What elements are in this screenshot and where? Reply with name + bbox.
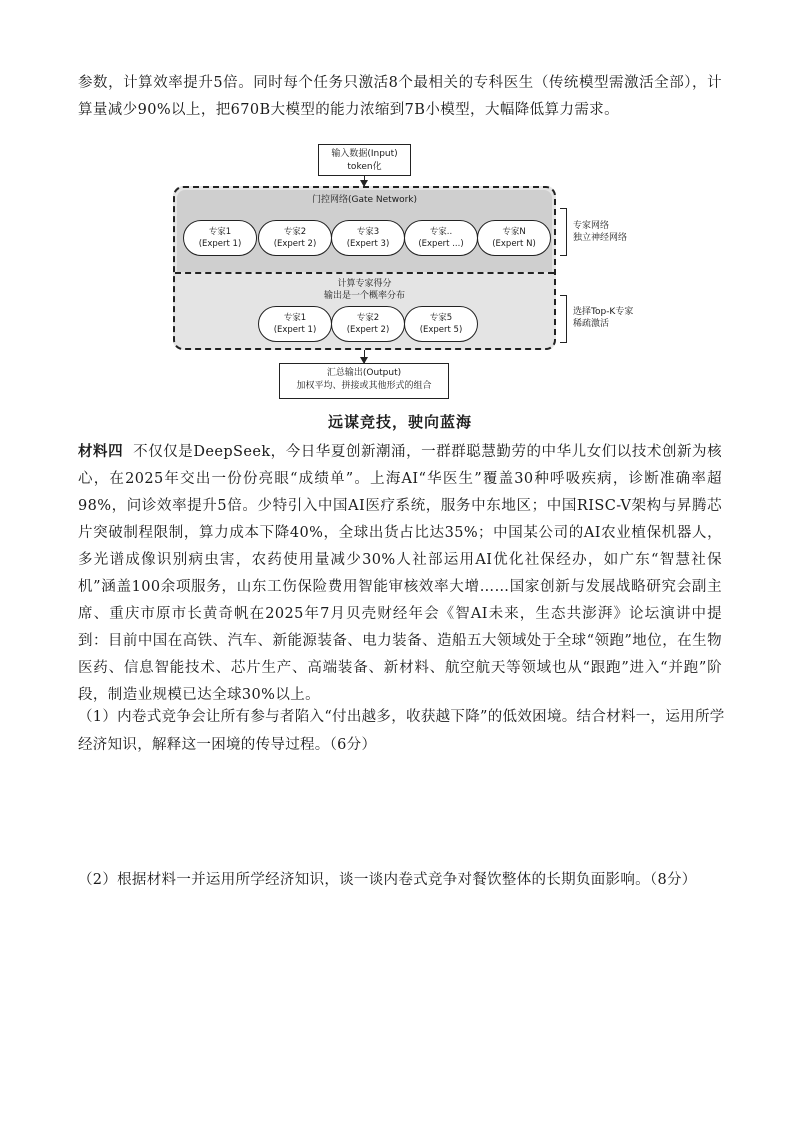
side-label-line: 稀疏激活 [573,319,610,329]
output-sublabel: 加权平均、拼接或其他形式的组合 [296,381,432,391]
output-label: 汇总输出(Output) [326,368,402,378]
expert-sub: (Expert ...) [418,239,464,249]
moe-diagram [0,0,800,410]
input-sublabel: token化 [347,162,382,172]
expert-sub: (Expert 1) [273,325,317,335]
intro-paragraph: 参数，计算效率提升5倍。同时每个任务只激活8个最相关的专科医生（传统模型需激活全部），计算量减少90%以上，把670B大模型的能力浓缩到7B小模型，大幅降低算力需求。 [78,75,722,118]
material4-label: 材料四 [78,443,124,460]
input-box [318,144,411,176]
gate-title: 门控网络(Gate Network) [311,195,418,205]
expert-sub: (Expert 2) [346,325,390,335]
expert-name: 专家.. [429,227,453,237]
expert-name: 专家1 [283,313,307,323]
score-title [175,278,554,302]
expert-sub: (Expert 2) [273,239,317,249]
side-label-line: 专家网络 [573,221,610,231]
bracket-topk [560,295,567,343]
gate-network-box [173,186,556,350]
expert-sub: (Expert 5) [419,325,463,335]
expert-name: 专家5 [429,313,453,323]
gate-divider [175,272,554,274]
score-label: 计算专家得分 [337,279,392,289]
side-label-expert-network [573,220,663,244]
side-label-line: 独立神经网络 [573,233,628,243]
expert-name: 专家3 [356,227,380,237]
arrow-gate-to-output [364,350,365,363]
material4-paragraph [78,438,722,709]
question-2: （2）根据材料一并运用所学经济知识，谈一谈内卷式竞争对餐饮整体的长期负面影响。（8分） [78,872,697,888]
expert-pill [258,220,332,256]
side-label-topk [573,306,663,330]
expert-name: 专家2 [356,313,380,323]
section-subtitle: 远谋竞技，驶向蓝海 [327,413,472,431]
expert-sub: (Expert N) [492,239,536,249]
selected-expert-pill [331,306,405,342]
output-box [279,363,449,399]
expert-sub: (Expert 1) [198,239,242,249]
material4-text: 不仅仅是DeepSeek，今日华夏创新潮涌，一群群聪慧勤劳的中华儿女们以技术创新为核心，在2025年交出一份份亮眼“成绩单”。上海AI“华医生”覆盖30种呼吸疾病，诊断准确率超98%，问诊效率提升5倍。少特引入中国AI医疗系统，服务中东地区；中国RISC-V架构与昇腾芯片突破制程限制，算力成本下降40%，全球出货占比达35%；中国某公司的AI农业植保机器人，多光谱成像识别病虫害，农药使用量减少30%人社部运用AI优化社保经办，如广东“智慧社保机”涵盖100余项服务，山东工伤保险费用智能审核效率大增……国家创新与发展战略研究会副主席、重庆市原市长黄奇帆在2025年7月贝壳财经年会《智AI未来，生态共澎湃》论坛演讲中提到：目前中国在高铁、汽车、新能源装备、电力装备、造船五大领域处于全球“领跑”地位，在生物医药、信息智能技术、芯片生产、高端装备、新材料、航空航天等领域也从“跟跑”进入“并跑”阶段，制造业规模已达全球30%以上。 [78,444,723,703]
expert-name: 专家N [502,227,526,237]
expert-name: 专家2 [283,227,307,237]
expert-pill [404,220,478,256]
expert-pill [331,220,405,256]
selected-expert-pill [404,306,478,342]
bracket-expert-network [560,208,567,256]
expert-name: 专家1 [208,227,232,237]
expert-sub: (Expert 3) [346,239,390,249]
selected-expert-pill [258,306,332,342]
score-sublabel: 输出是一个概率分布 [323,291,405,301]
expert-pill [183,220,257,256]
side-label-line: 选择Top-K专家 [573,307,634,317]
expert-pill [477,220,551,256]
question-1: （1）内卷式竞争会让所有参与者陷入“付出越多，收获越下降”的低效困境。结合材料一，运用所学经济知识，解释这一困境的传导过程。（6分） [78,709,725,753]
arrow-input-to-gate [364,176,365,186]
input-label: 输入数据(Input) [331,149,398,159]
